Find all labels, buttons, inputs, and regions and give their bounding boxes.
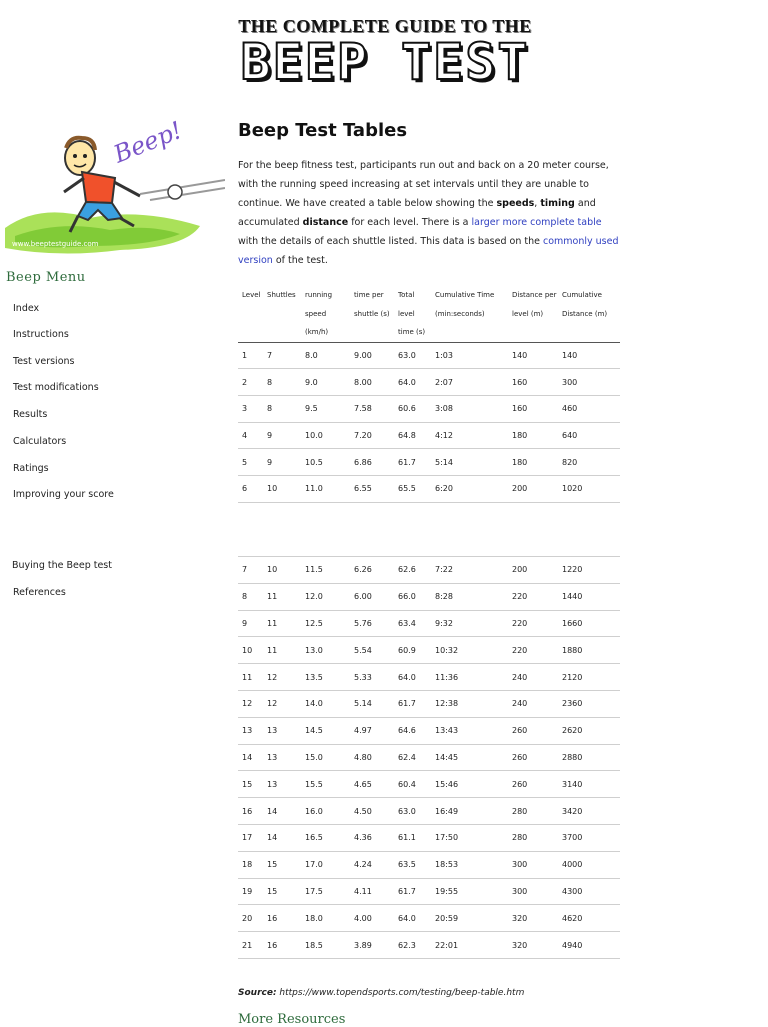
table-cell: 16.0 [301,798,350,825]
table-row [238,637,620,664]
table-cell: 11.0 [301,475,350,502]
table-cell: 9.0 [301,369,350,396]
table-cell: 17:50 [431,824,508,851]
table-cell: 2880 [558,744,620,771]
menu-item-test-versions[interactable]: Test versions [13,356,75,367]
larger-table-link[interactable]: larger more complete table [471,217,602,228]
table-cell: 260 [508,717,558,744]
table-cell: 1440 [558,583,620,610]
table-cell: 4940 [558,932,620,959]
table-cell: 17 [238,824,263,851]
table-cell: 8.00 [350,369,394,396]
table-row [238,744,620,771]
table-cell: 10 [263,475,301,502]
table-cell: 20 [238,905,263,932]
table-cell: 8:28 [431,583,508,610]
table-cell: 6.26 [350,557,394,584]
header-cumulative-distance: Cumulative Distance (m) [558,286,620,342]
table-cell: 200 [508,475,558,502]
table-cell: 6:20 [431,475,508,502]
table-cell: 6 [238,475,263,502]
table-cell: 8.0 [301,342,350,369]
table-cell: 160 [508,369,558,396]
menu-item-ratings[interactable]: Ratings [13,463,49,474]
table-cell: 4000 [558,851,620,878]
table-cell: 63.4 [394,610,431,637]
table-cell: 1 [238,342,263,369]
table-cell: 300 [558,369,620,396]
table-cell: 4.50 [350,798,394,825]
table-cell: 7.58 [350,395,394,422]
table-cell: 2 [238,369,263,396]
menu-title: Beep Menu [6,270,86,285]
table-cell: 15.0 [301,744,350,771]
table-row [238,932,620,959]
table-cell: 11 [263,610,301,637]
table-cell: 15 [263,851,301,878]
table-cell: 8 [238,583,263,610]
table-cell: 62.6 [394,557,431,584]
beep-table-part2 [238,556,620,959]
table-row [238,557,620,584]
table-cell: 12 [238,690,263,717]
table-row [238,583,620,610]
table-row [238,771,620,798]
table-cell: 15.5 [301,771,350,798]
table-cell: 8 [263,395,301,422]
header-shuttles: Shuttles [263,286,301,342]
table-cell: 15 [238,771,263,798]
table-cell: 280 [508,824,558,851]
table-cell: 60.6 [394,395,431,422]
table-cell: 4300 [558,878,620,905]
table-cell: 260 [508,744,558,771]
table-cell: 11 [238,664,263,691]
header-distance-per-level: Distance per level (m) [508,286,558,342]
header-speed: running speed (km/h) [301,286,350,342]
table-row [238,475,620,502]
table-cell: 9 [238,610,263,637]
table-cell: 4.36 [350,824,394,851]
header-time-per-shuttle: time per shuttle (s) [350,286,394,342]
table-cell: 13.5 [301,664,350,691]
intro-text: , [534,198,541,209]
table-cell: 11 [263,583,301,610]
table-cell: 280 [508,798,558,825]
table-cell: 13:43 [431,717,508,744]
menu-item-buying[interactable]: Buying the Beep test [12,560,112,571]
header-level: Level [238,286,263,342]
table-cell: 62.3 [394,932,431,959]
table-cell: 8 [263,369,301,396]
table-cell: 60.4 [394,771,431,798]
table-cell: 640 [558,422,620,449]
table-row [238,422,620,449]
table-cell: 61.7 [394,690,431,717]
intro-text: and accumulated [238,198,596,228]
table-cell: 64.0 [394,369,431,396]
table-cell: 4.24 [350,851,394,878]
table-cell: 220 [508,610,558,637]
table-cell: 180 [508,422,558,449]
table-cell: 14 [263,798,301,825]
table-cell: 7:22 [431,557,508,584]
table-cell: 12.5 [301,610,350,637]
table-cell: 7 [263,342,301,369]
table-cell: 220 [508,583,558,610]
commonly-used-version-link[interactable]: commonly used version [238,236,619,266]
table-cell: 4:12 [431,422,508,449]
table-cell: 12:38 [431,690,508,717]
table-row [238,690,620,717]
source-citation [238,988,524,998]
table-cell: 180 [508,449,558,476]
table-cell: 240 [508,690,558,717]
table-cell: 20:59 [431,905,508,932]
table-cell: 63.0 [394,798,431,825]
table-cell: 11 [263,637,301,664]
table-cell: 13 [263,744,301,771]
table-cell: 13.0 [301,637,350,664]
table-cell: 9.5 [301,395,350,422]
table-cell: 160 [508,395,558,422]
table-cell: 10.0 [301,422,350,449]
table-cell: 4.65 [350,771,394,798]
menu-item-index[interactable]: Index [13,303,40,314]
menu-item-test-modifications[interactable]: Test modifications [13,382,99,393]
table-cell: 10 [263,557,301,584]
table-cell: 64.8 [394,422,431,449]
table-cell: 1880 [558,637,620,664]
intro-bold-timing: timing [540,198,575,209]
table-cell: 14 [238,744,263,771]
table-cell: 9 [263,449,301,476]
table-cell: 300 [508,851,558,878]
table-cell: 2360 [558,690,620,717]
table-row [238,342,620,369]
table-cell: 1660 [558,610,620,637]
table-cell: 13 [238,717,263,744]
table-cell: 6.00 [350,583,394,610]
table-cell: 65.5 [394,475,431,502]
table-cell: 1220 [558,557,620,584]
table-cell: 64.0 [394,905,431,932]
table-cell: 1020 [558,475,620,502]
intro-text: For the beep fitness test, participants run out and back on a 20 meter course, with the running speed increasing at set intervals until they are unable to continue. We have created a table below showing the [238,160,609,209]
table-cell: 19:55 [431,878,508,905]
logo-tagline: THE COMPLETE GUIDE TO THE [238,16,532,36]
table-cell: 5:14 [431,449,508,476]
table-cell: 63.5 [394,851,431,878]
table-cell: 5.76 [350,610,394,637]
table-cell: 4 [238,422,263,449]
table-cell: 9:32 [431,610,508,637]
table-cell: 200 [508,557,558,584]
table-cell: 3.89 [350,932,394,959]
table-cell: 3 [238,395,263,422]
table-cell: 2:07 [431,369,508,396]
beep-table-part1 [238,286,620,503]
table-cell: 2120 [558,664,620,691]
table-cell: 66.0 [394,583,431,610]
intro-bold-distance: distance [302,217,349,228]
table-cell: 16 [263,932,301,959]
table-cell: 11.5 [301,557,350,584]
table-cell: 5 [238,449,263,476]
menu-item-instructions[interactable]: Instructions [13,329,69,340]
running-boy-illustration [0,108,225,258]
logo-title[interactable]: BEEP TEST [240,33,530,91]
table-cell: 320 [508,905,558,932]
illustration-url: www.beeptestguide.com [12,240,99,248]
table-cell: 15:46 [431,771,508,798]
table-row [238,851,620,878]
table-row [238,878,620,905]
table-cell: 16 [263,905,301,932]
table-cell: 3140 [558,771,620,798]
table-cell: 61.7 [394,449,431,476]
table-cell: 10:32 [431,637,508,664]
site-header [0,0,768,100]
table-cell: 18:53 [431,851,508,878]
page-title: Beep Test Tables [238,120,408,141]
menu-item-references[interactable]: References [13,587,66,598]
table-row [238,798,620,825]
table-cell: 18.5 [301,932,350,959]
table-cell: 140 [508,342,558,369]
table-cell: 61.1 [394,824,431,851]
table-cell: 21 [238,932,263,959]
header-total-level-time: Total level time (s) [394,286,431,342]
table-cell: 12 [263,690,301,717]
table-cell: 17.5 [301,878,350,905]
table-cell: 61.7 [394,878,431,905]
table-cell: 9 [263,422,301,449]
table-cell: 11:36 [431,664,508,691]
table-cell: 22:01 [431,932,508,959]
table-row [238,664,620,691]
table-cell: 240 [508,664,558,691]
table-cell: 14.5 [301,717,350,744]
table-cell: 6.86 [350,449,394,476]
intro-text: of the test. [272,255,328,266]
intro-bold-speeds: speeds [496,198,535,209]
table-cell: 14.0 [301,690,350,717]
table-cell: 820 [558,449,620,476]
more-resources-heading: More Resources [238,1012,346,1027]
table-cell: 64.0 [394,664,431,691]
table-row [238,610,620,637]
table-cell: 10 [238,637,263,664]
table-cell: 5.33 [350,664,394,691]
table-cell: 64.6 [394,717,431,744]
table-row [238,717,620,744]
table-cell: 5.14 [350,690,394,717]
table-cell: 7.20 [350,422,394,449]
table-cell: 18.0 [301,905,350,932]
table-cell: 12.0 [301,583,350,610]
table-cell: 4.11 [350,878,394,905]
table-cell: 16 [238,798,263,825]
table-cell: 4.80 [350,744,394,771]
table-cell: 9.00 [350,342,394,369]
beep-speech: Beep! [109,115,187,169]
table-cell: 14:45 [431,744,508,771]
table-cell: 4.00 [350,905,394,932]
table-cell: 3420 [558,798,620,825]
table-header-row [238,286,620,342]
table-cell: 5.54 [350,637,394,664]
intro-paragraph [238,156,620,270]
table-cell: 220 [508,637,558,664]
table-cell: 3:08 [431,395,508,422]
table-cell: 4.97 [350,717,394,744]
table-cell: 15 [263,878,301,905]
table-cell: 7 [238,557,263,584]
table-cell: 3700 [558,824,620,851]
table-row [238,905,620,932]
table-cell: 10.5 [301,449,350,476]
table-row [238,395,620,422]
main-content [238,118,620,270]
intro-text: for each level. There is a [348,217,472,228]
table-cell: 140 [558,342,620,369]
table-cell: 4620 [558,905,620,932]
table-cell: 13 [263,771,301,798]
table-cell: 13 [263,717,301,744]
table-cell: 12 [263,664,301,691]
menu-item-results[interactable]: Results [13,409,48,420]
table-cell: 300 [508,878,558,905]
table-cell: 17.0 [301,851,350,878]
source-url[interactable]: https://www.topendsports.com/testing/beep-table.htm [276,988,525,998]
table-cell: 320 [508,932,558,959]
table-row [238,449,620,476]
intro-text: with the details of each shuttle listed. This data is based on the [238,236,543,247]
table-cell: 460 [558,395,620,422]
menu-item-calculators[interactable]: Calculators [13,436,67,447]
table-row [238,824,620,851]
source-label: Source: [238,988,277,998]
table-row [238,369,620,396]
table-cell: 18 [238,851,263,878]
table-cell: 16:49 [431,798,508,825]
table-cell: 16.5 [301,824,350,851]
header-cumulative-time: Cumulative Time (min:seconds) [431,286,508,342]
table-cell: 1:03 [431,342,508,369]
table-cell: 62.4 [394,744,431,771]
table-cell: 63.0 [394,342,431,369]
table-cell: 260 [508,771,558,798]
table-cell: 2620 [558,717,620,744]
table-cell: 6.55 [350,475,394,502]
table-cell: 14 [263,824,301,851]
menu-item-improving-score[interactable]: Improving your score [13,489,114,500]
table-cell: 60.9 [394,637,431,664]
table-cell: 19 [238,878,263,905]
